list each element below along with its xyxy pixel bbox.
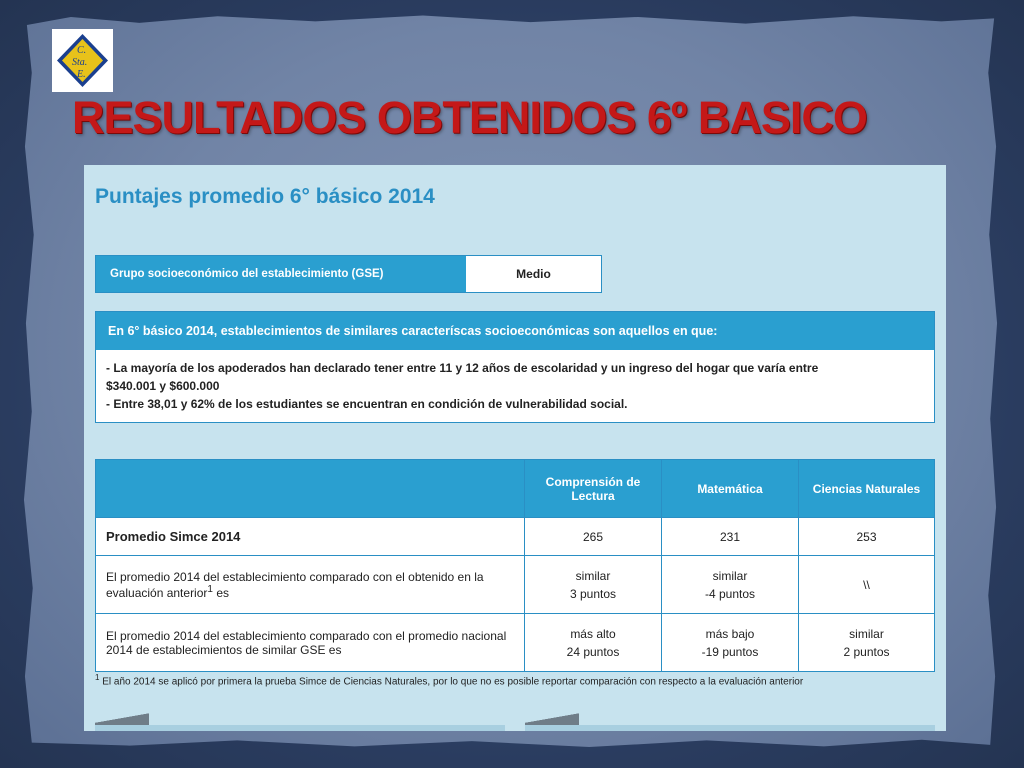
table-row xyxy=(96,518,935,556)
row-label-simce: Promedio Simce 2014 xyxy=(96,518,525,556)
header-ciencias: Ciencias Naturales xyxy=(799,460,935,518)
logo-letters-sta: Sta. xyxy=(72,57,88,68)
info-body xyxy=(96,350,934,422)
gse-box xyxy=(95,255,602,293)
header-lectura: Comprensión de Lectura xyxy=(525,460,662,518)
anterior-ciencias-value: \\ xyxy=(799,556,935,614)
row-label-nacional: El promedio 2014 del establecimiento comparado con el promedio nacional 2014 de establecimientos de similar GSE es xyxy=(96,614,525,672)
school-logo xyxy=(52,29,113,92)
bottom-tab-left xyxy=(95,713,149,725)
results-table xyxy=(95,459,935,672)
footnote-marker: 1 xyxy=(95,673,100,682)
bottom-bar-right xyxy=(525,725,935,731)
bottom-bar-left xyxy=(95,725,505,731)
simce-ciencias-value: 253 xyxy=(799,518,935,556)
anterior-lectura-value: similar 3 puntos xyxy=(525,556,662,614)
table-row xyxy=(96,556,935,614)
simce-lectura-value: 265 xyxy=(525,518,662,556)
anterior-matematica-value: similar -4 puntos xyxy=(662,556,799,614)
logo-letter-e: E. xyxy=(77,69,86,80)
footnote-text: El año 2014 se aplicó por primera la prueba Simce de Ciencias Naturales, por lo que no es posible reportar comparación con respecto a la evaluación anterior xyxy=(102,676,804,688)
bottom-tab-right xyxy=(525,713,579,725)
results-panel xyxy=(84,165,946,731)
simce-matematica-value: 231 xyxy=(662,518,799,556)
info-heading: En 6° básico 2014, establecimientos de similares caracteríscas socioeconómicas son aquellos en que: xyxy=(96,312,934,350)
gse-label: Grupo socioeconómico del establecimiento (GSE) xyxy=(96,256,466,292)
nacional-ciencias-value: similar 2 puntos xyxy=(799,614,935,672)
logo-letter-c: C. xyxy=(77,45,87,56)
nacional-lectura-value: más alto 24 puntos xyxy=(525,614,662,672)
footnote xyxy=(95,673,935,687)
info-line-1: - La mayoría de los apoderados han declarado tener entre 11 y 12 años de escolaridad y un ingreso del hogar que varía entre xyxy=(106,361,819,375)
info-line-3: - Entre 38,01 y 62% de los estudiantes se encuentran en condición de vulnerabilidad social. xyxy=(106,397,628,411)
table-row xyxy=(96,614,935,672)
gse-value: Medio xyxy=(466,256,601,292)
table-header-blank xyxy=(96,460,525,518)
info-line-2: $340.001 y $600.000 xyxy=(106,379,220,393)
panel-title: Puntajes promedio 6° básico 2014 xyxy=(95,185,435,208)
slide-title: RESULTADOS OBTENIDOS 6º BASICO xyxy=(72,92,867,143)
row-label-anterior: El promedio 2014 del establecimiento comparado con el obtenido en la evaluación anterior$^1$ es xyxy=(96,556,525,614)
info-box xyxy=(95,311,935,423)
header-matematica: Matemática xyxy=(662,460,799,518)
nacional-matematica-value: más bajo -19 puntos xyxy=(662,614,799,672)
table-header-row xyxy=(96,460,935,518)
